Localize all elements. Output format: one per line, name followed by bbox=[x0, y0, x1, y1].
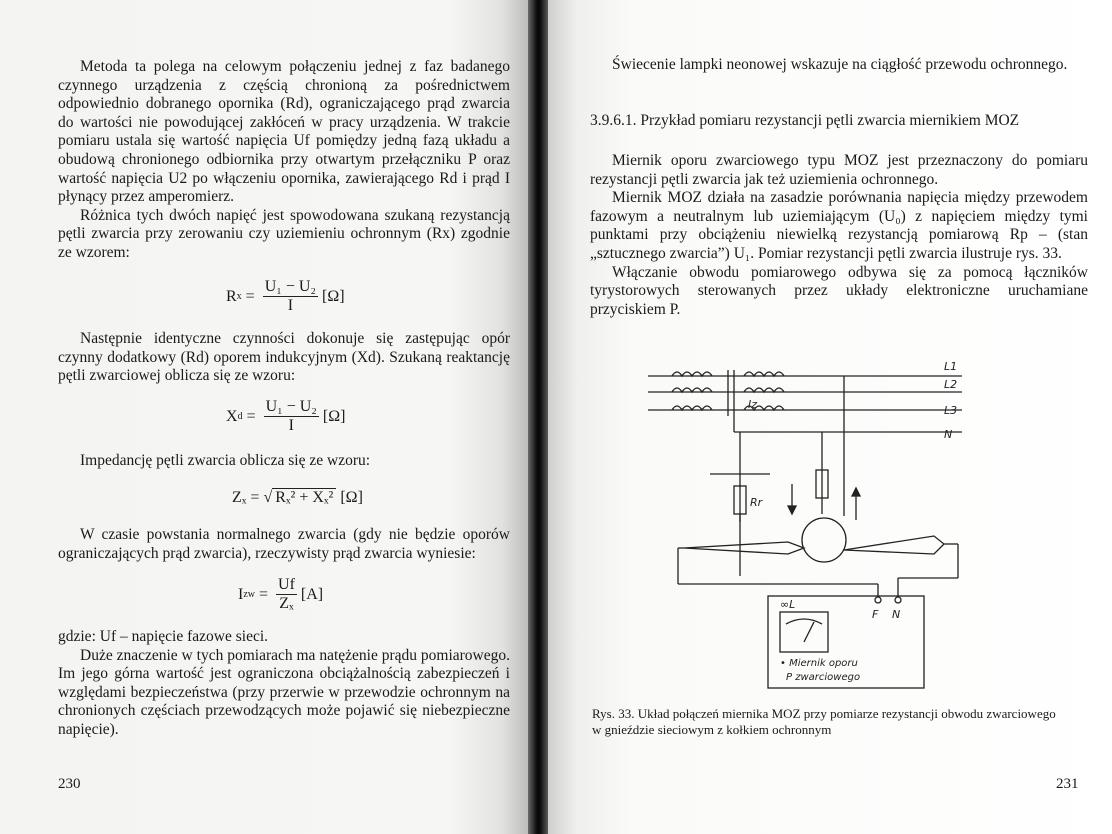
formula-izw-unit: [A] bbox=[300, 585, 324, 603]
page-number-right: 231 bbox=[1056, 776, 1079, 792]
moz-circuit-diagram bbox=[644, 356, 974, 690]
formula-zx-lhs: Zₓ = √ bbox=[232, 488, 273, 506]
formula-rx-unit: [Ω] bbox=[322, 287, 345, 305]
left-text-mid bbox=[58, 330, 510, 386]
left-para-7: Duże znaczenie w tych pomiarach ma natężenie prądu pomiarowego. Im jego górna wartość jest ograniczona obciążalnością zabezpieczeń i względami bezpieczeństwa (przy przerwie w przewodzie ochronnym na chronionych częściach przewodzących może pojawić się niebezpieczne napięcie). bbox=[58, 646, 510, 738]
right-para-2: Miernik oporu zwarciowego typu MOZ jest przeznaczony do pomiaru rezystancji pętli zwarcia jak też uziemienia ochronnego. bbox=[590, 152, 1088, 188]
formula-izw-sub: zw bbox=[243, 589, 255, 600]
left-text-top bbox=[58, 58, 510, 263]
diagram-label-l3: L3 bbox=[944, 404, 958, 417]
left-para-4: Impedancję pętli zwarcia oblicza się ze wzoru: bbox=[80, 452, 371, 469]
left-para-1: Metoda ta polega na celowym połączeniu jednej z faz badanego czynnego urządzenia z częścią chronioną za pośrednictwem odpowiednio dobranego opornika (Rd), ograniczającego prąd zwarcia do wartości nie powodującej zakłóceń w pracy urządzenia. W trakcie pomiaru ustala się wartość napięcia Uf pomiędzy jedną fazą układu a obudową chronionego odbiornika przy otwartym przełączniku P oraz wartość napięcia U2 po włączeniu opornika, zawierającego Rd i prąd I płynący przez amperomierz. bbox=[58, 58, 510, 206]
diagram-label-n: N bbox=[944, 428, 953, 441]
left-text-short bbox=[58, 526, 510, 563]
formula-izw-lhs: I bbox=[238, 585, 244, 603]
formula-izw: I zw = $\frac{Uf}{\text{Zₓ}}$ [A] bbox=[238, 576, 324, 612]
right-page bbox=[548, 0, 1112, 834]
diagram-label-n2: N bbox=[892, 608, 901, 621]
left-para-3: Następnie identyczne czynności dokonuje się zastępując opór czynny dodatkowy (Rd) oporem indukcyjnym (Xd). Szukaną reaktancję pętli zwarciowej oblicza się ze wzoru: bbox=[58, 330, 510, 385]
figure-caption: Rys. 33. Układ połączeń miernika MOZ przy pomiarze rezystancji obwodu zwarciowego w gnieździe sieciowym z kołkiem ochronnym bbox=[592, 706, 1056, 737]
formula-xd-num: U₁ − U₂ bbox=[265, 398, 317, 415]
formula-xd-den: I bbox=[288, 417, 294, 434]
section-heading: 3.9.6.1. Przykład pomiaru rezystancji pętli zwarcia miernikiem MOZ bbox=[590, 112, 1020, 129]
formula-xd-unit: [Ω] bbox=[322, 407, 346, 425]
diagram-label-l1: L1 bbox=[944, 360, 958, 373]
book-spine bbox=[528, 0, 548, 834]
right-text-top bbox=[590, 56, 1088, 75]
formula-xd-sub: d bbox=[237, 411, 243, 422]
right-para-1: Świecenie lampki neonowej wskazuje na ciągłość przewodu ochronnego. bbox=[612, 56, 1068, 73]
left-text-imp bbox=[58, 452, 510, 471]
formula-xd-lhs: X bbox=[226, 407, 238, 425]
formula-izw-num: Uf bbox=[278, 576, 295, 593]
diagram-label-f: F bbox=[872, 608, 879, 621]
left-para-2: Różnica tych dwóch napięć jest spowodowana szukaną rezystancją pętli zwarcia przy zerowaniu czy uziemieniu ochronnym (Rx) zgodnie ze wzorem: bbox=[58, 206, 510, 261]
formula-zx bbox=[232, 488, 363, 507]
formula-rx-num: U₁ − U₂ bbox=[264, 278, 316, 295]
diagram-label-inf: ∞L bbox=[780, 598, 796, 611]
meter-label-1: • Miernik oporu bbox=[780, 658, 858, 669]
right-para-3: Miernik MOZ działa na zasadzie porównania napięcia między przewodem fazowym a neutralnym lub uziemiającym (U₀) z napięciem między tymi punktami przy obciążeniu niewielką rezystancją pomiarową Rp – (stan „sztucznego zwarcia”) U₁. Pomiar rezystancji pętli zwarcia ilustruje rys. 33. bbox=[590, 189, 1088, 262]
formula-rx-lhs: R bbox=[226, 287, 237, 305]
formula-zx-unit: [Ω] bbox=[340, 488, 363, 506]
left-page bbox=[0, 0, 528, 834]
formula-zx-body: Rₓ² + Xₓ² bbox=[272, 488, 336, 507]
formula-rx-den: I bbox=[287, 297, 294, 314]
diagram-label-rr: Rr bbox=[750, 496, 763, 509]
formula-xd: X d = $\frac{\text{U₁ − U₂}}{I}$ [Ω] bbox=[226, 398, 346, 434]
right-para-4: Włączanie obwodu pomiarowego odbywa się za pomocą łączników tyrystorowych sterowanych przez układy elektroniczne uruchamiane przyciskiem P. bbox=[590, 263, 1088, 318]
formula-rx-sub: x bbox=[236, 291, 242, 302]
left-para-6: gdzie: Uf – napięcie fazowe sieci. bbox=[58, 628, 269, 645]
meter-label-2: P zwarciowego bbox=[786, 672, 861, 683]
left-text-bottom bbox=[58, 628, 510, 740]
formula-izw-den: Zₓ bbox=[279, 595, 294, 612]
formula-rx: R x = $\frac{\text{U₁ − U₂}}{I}$ [Ω] bbox=[226, 278, 345, 314]
diagram-label-l2: L2 bbox=[944, 378, 958, 391]
diagram-label-iz: Iz bbox=[748, 398, 758, 411]
page-number-left: 230 bbox=[58, 776, 81, 792]
left-para-5: W czasie powstania normalnego zwarcia (gdy nie będzie oporów ograniczających prąd zwarcia), rzeczywisty prąd zwarcia wyniesie: bbox=[58, 526, 510, 562]
right-text-main bbox=[590, 152, 1088, 319]
